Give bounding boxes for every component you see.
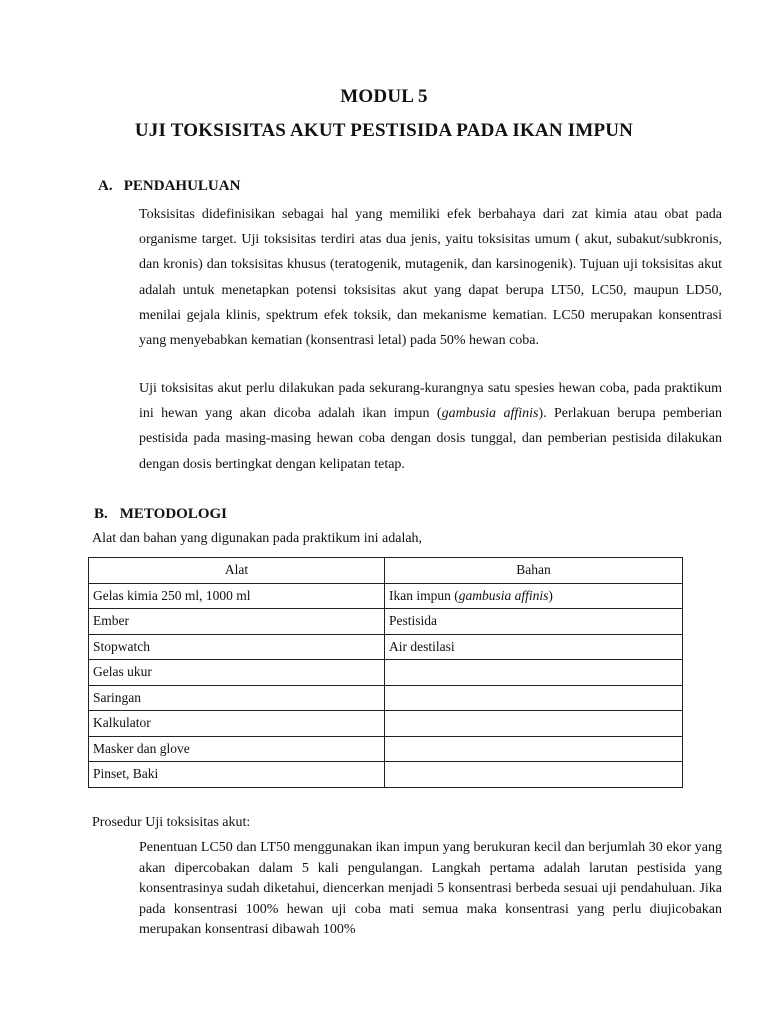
- section-b-heading: [94, 506, 227, 523]
- alat-cell: Gelas kimia 250 ml, 1000 ml: [89, 583, 385, 609]
- table-header-row: [89, 558, 683, 584]
- table-row: [89, 736, 683, 762]
- materials-table: [88, 557, 683, 788]
- materials-intro: Alat dan bahan yang digunakan pada praktikum ini adalah,: [92, 531, 423, 546]
- alat-cell: Gelas ukur: [89, 660, 385, 686]
- table-row: [89, 609, 683, 635]
- table-row: [89, 685, 683, 711]
- alat-cell: Kalkulator: [89, 711, 385, 737]
- bahan-cell: [385, 634, 683, 660]
- bahan-text-end: ): [548, 587, 553, 603]
- intro-paragraph-2-text-b: ). Perlakuan berupa pemberian pestisida pada masing-masing hewan coba dengan dosis tunggal, dan pemberian pestisida dilakukan dengan dosis bertingkat dengan kelipatan tetap.: [139, 406, 722, 472]
- alat-cell: Saringan: [89, 685, 385, 711]
- bahan-cell: [385, 609, 683, 635]
- bahan-cell: [385, 660, 683, 686]
- procedure-paragraph: Penentuan LC50 dan LT50 menggunakan ikan impun yang berukuran kecil dan berjumlah 30 ekor yang akan dipercobakan dalam 5 kali pengulangan. Langkah pertama adalah larutan pestisida yang konsentrasinya sudah diketahui, diencerkan menjadi 5 konsentrasi berbeda sesuai uji pendahuluan. Jika pada konsentrasi 100% hewan uji coba mati semua maka konsentrasi yang perlu diujicobakan merupakan konsentrasi dibawah 100%: [139, 840, 722, 937]
- section-a-heading: [98, 178, 240, 195]
- intro-paragraph-2-text-a: Uji toksisitas akut perlu dilakukan pada sekurang-kurangnya satu spesies hewan coba, pada praktikum ini hewan yang akan dicoba adalah ikan impun (: [139, 381, 722, 422]
- table-body: [89, 583, 683, 787]
- bahan-cell: [385, 736, 683, 762]
- bahan-text: Pestisida: [389, 613, 438, 629]
- section-b-title: METODOLOGI: [119, 506, 227, 522]
- header-bahan: Bahan: [385, 558, 683, 584]
- alat-cell: Masker dan glove: [89, 736, 385, 762]
- bahan-text: Air destilasi: [389, 638, 455, 654]
- header-alat: Alat: [89, 558, 385, 584]
- species-name-italic: gambusia affinis: [441, 406, 539, 422]
- section-a-number: A.: [98, 178, 113, 194]
- bahan-cell: [385, 685, 683, 711]
- alat-cell: Stopwatch: [89, 634, 385, 660]
- table-row: [89, 762, 683, 788]
- bahan-cell: [385, 583, 683, 609]
- section-b-number: B.: [94, 506, 108, 522]
- intro-paragraph-1: Toksisitas didefinisikan sebagai hal yang memiliki efek berbahaya dari zat kimia atau obat pada organisme target. Uji toksisitas terdiri atas dua jenis, yaitu toksisitas umum ( akut, subakut/subkronis, dan kronis) dan toksisitas khusus (teratogenik, mutagenik, dan karsinogenik). Tujuan uji toksisitas akut adalah untuk menetapkan potensi toksisitas akut yang dapat berupa LT50, LC50, maupun LD50, menilai gejala klinis, spektrum efek toksik, dan mekanisme kematian. LC50 merupakan konsentrasi yang menyebabkan kematian (konsentrasi letal) pada 50% hewan coba.: [139, 207, 722, 349]
- alat-cell: Pinset, Baki: [89, 762, 385, 788]
- bahan-italic-text: gambusia affinis: [458, 587, 549, 603]
- section-a-title: PENDAHULUAN: [123, 178, 241, 194]
- bahan-text: Ikan impun (: [389, 587, 459, 603]
- module-title: UJI TOKSISITAS AKUT PESTISIDA PADA IKAN IMPUN: [134, 120, 634, 141]
- intro-paragraph-2: [92, 376, 722, 477]
- alat-cell: Ember: [89, 609, 385, 635]
- table-row: [89, 660, 683, 686]
- table-row: [89, 634, 683, 660]
- bahan-cell: [385, 762, 683, 788]
- bahan-cell: [385, 711, 683, 737]
- procedure-label: Prosedur Uji toksisitas akut:: [92, 815, 251, 830]
- table-row: [89, 711, 683, 737]
- module-number-title: MODUL 5: [340, 86, 428, 107]
- table-row: [89, 583, 683, 609]
